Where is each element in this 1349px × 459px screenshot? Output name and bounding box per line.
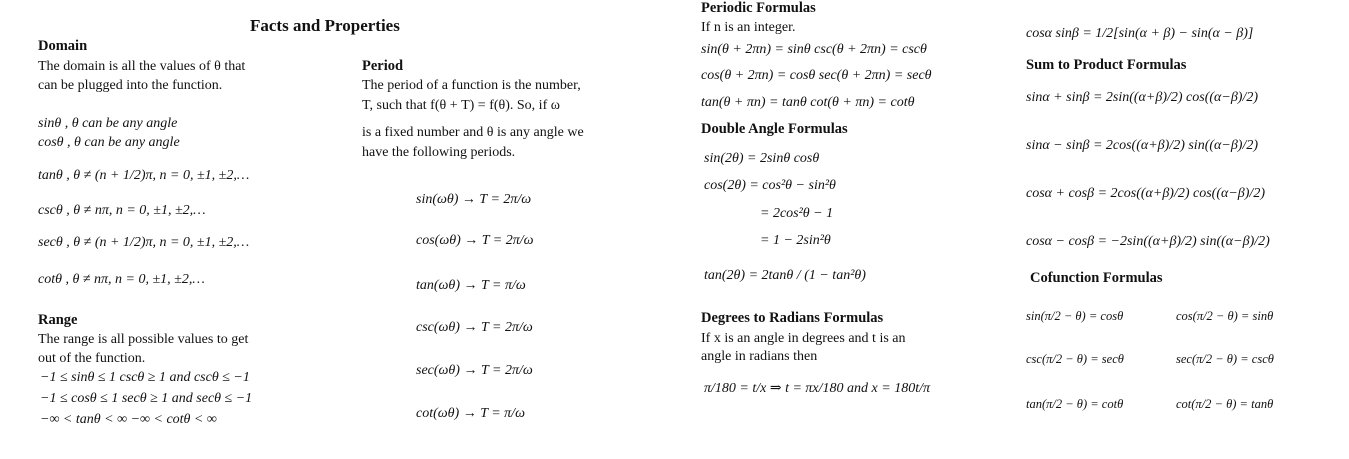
sum-to-product-sin-plus: sinα + sinβ = 2sin((α+β)/2) cos((α−β)/2) xyxy=(1026,90,1259,105)
domain-intro-1: The domain is all the values of θ that xyxy=(38,59,246,74)
domain-row-sec: secθ , θ ≠ (n + 1/2)π, n = 0, ±1, ±2,… xyxy=(38,235,250,250)
degrees-radians-heading: Degrees to Radians Formulas xyxy=(701,310,884,326)
period-row-sec: sec(ωθ) → T = 2π/ω xyxy=(416,363,533,378)
double-angle-cos: cos(2θ) = cos²θ − sin²θ xyxy=(704,178,836,193)
cofunction-cos: cos(π/2 − θ) = sinθ xyxy=(1176,309,1274,323)
double-angle-cos-alt-2: = 1 − 2sin²θ xyxy=(760,233,831,248)
range-row-sin-csc: −1 ≤ sinθ ≤ 1 cscθ ≥ 1 and cscθ ≤ −1 xyxy=(40,370,250,385)
degrees-radians-formula: π/180 = t/x ⇒ t = πx/180 and x = 180t/π xyxy=(704,381,930,396)
cofunction-cot: cot(π/2 − θ) = tanθ xyxy=(1176,397,1274,411)
period-intro-2: T, such that f(θ + T) = f(θ). So, if ω xyxy=(362,98,560,113)
cofunction-sin: sin(π/2 − θ) = cosθ xyxy=(1026,309,1124,323)
domain-row-tan: tanθ , θ ≠ (n + 1/2)π, n = 0, ±1, ±2,… xyxy=(38,168,250,183)
period-row-tan: tan(ωθ) → T = π/ω xyxy=(416,278,526,293)
periodic-intro: If n is an integer. xyxy=(701,20,796,35)
period-row-cot: cot(ωθ) → T = π/ω xyxy=(416,406,525,421)
degrees-radians-intro-2: angle in radians then xyxy=(701,349,818,364)
double-angle-cos-alt-1: = 2cos²θ − 1 xyxy=(760,206,834,221)
period-row-csc: csc(ωθ) → T = 2π/ω xyxy=(416,320,533,335)
domain-row-cos: cosθ , θ can be any angle xyxy=(38,135,180,150)
cofunction-sec: sec(π/2 − θ) = cscθ xyxy=(1176,352,1274,366)
domain-heading: Domain xyxy=(38,38,88,54)
period-intro-4: have the following periods. xyxy=(362,145,516,160)
periodic-heading: Periodic Formulas xyxy=(701,0,816,16)
periodic-row-sin-csc: sin(θ + 2πn) = sinθ csc(θ + 2πn) = cscθ xyxy=(701,42,927,57)
period-row-cos: cos(ωθ) → T = 2π/ω xyxy=(416,233,534,248)
range-row-cos-sec: −1 ≤ cosθ ≤ 1 secθ ≥ 1 and secθ ≤ −1 xyxy=(40,391,253,406)
periodic-row-tan-cot: tan(θ + πn) = tanθ cot(θ + πn) = cotθ xyxy=(701,95,915,110)
range-intro-2: out of the function. xyxy=(38,351,146,366)
product-formula-cos-sin: cosα sinβ = 1/2[sin(α + β) − sin(α − β)] xyxy=(1026,26,1254,41)
facts-title: Facts and Properties xyxy=(250,16,400,35)
period-heading: Period xyxy=(362,58,404,74)
cofunction-csc: csc(π/2 − θ) = secθ xyxy=(1026,352,1124,366)
degrees-radians-intro-1: If x is an angle in degrees and t is an xyxy=(701,331,906,346)
double-angle-heading: Double Angle Formulas xyxy=(701,121,848,137)
sum-to-product-cos-plus: cosα + cosβ = 2cos((α+β)/2) cos((α−β)/2) xyxy=(1026,186,1265,201)
cofunction-heading: Cofunction Formulas xyxy=(1030,270,1163,286)
sum-to-product-sin-minus: sinα − sinβ = 2cos((α+β)/2) sin((α−β)/2) xyxy=(1026,138,1259,153)
cofunction-tan: tan(π/2 − θ) = cotθ xyxy=(1026,397,1124,411)
periodic-row-cos-sec: cos(θ + 2πn) = cosθ sec(θ + 2πn) = secθ xyxy=(701,68,932,83)
period-row-sin: sin(ωθ) → T = 2π/ω xyxy=(416,192,532,207)
double-angle-sin: sin(2θ) = 2sinθ cosθ xyxy=(704,151,820,166)
period-intro-1: The period of a function is the number, xyxy=(362,78,581,93)
range-heading: Range xyxy=(38,312,78,328)
range-intro-1: The range is all possible values to get xyxy=(38,332,249,347)
domain-row-csc: cscθ , θ ≠ nπ, n = 0, ±1, ±2,… xyxy=(38,203,206,218)
sum-to-product-heading: Sum to Product Formulas xyxy=(1026,57,1187,73)
sum-to-product-cos-minus: cosα − cosβ = −2sin((α+β)/2) sin((α−β)/2) xyxy=(1026,234,1270,249)
domain-intro-2: can be plugged into the function. xyxy=(38,78,223,93)
domain-row-sin: sinθ , θ can be any angle xyxy=(38,116,178,131)
double-angle-tan: tan(2θ) = 2tanθ / (1 − tan²θ) xyxy=(704,268,866,283)
range-row-tan-cot: −∞ < tanθ < ∞ −∞ < cotθ < ∞ xyxy=(40,412,217,427)
period-intro-3: is a fixed number and θ is any angle we xyxy=(362,125,584,140)
domain-row-cot: cotθ , θ ≠ nπ, n = 0, ±1, ±2,… xyxy=(38,272,205,287)
